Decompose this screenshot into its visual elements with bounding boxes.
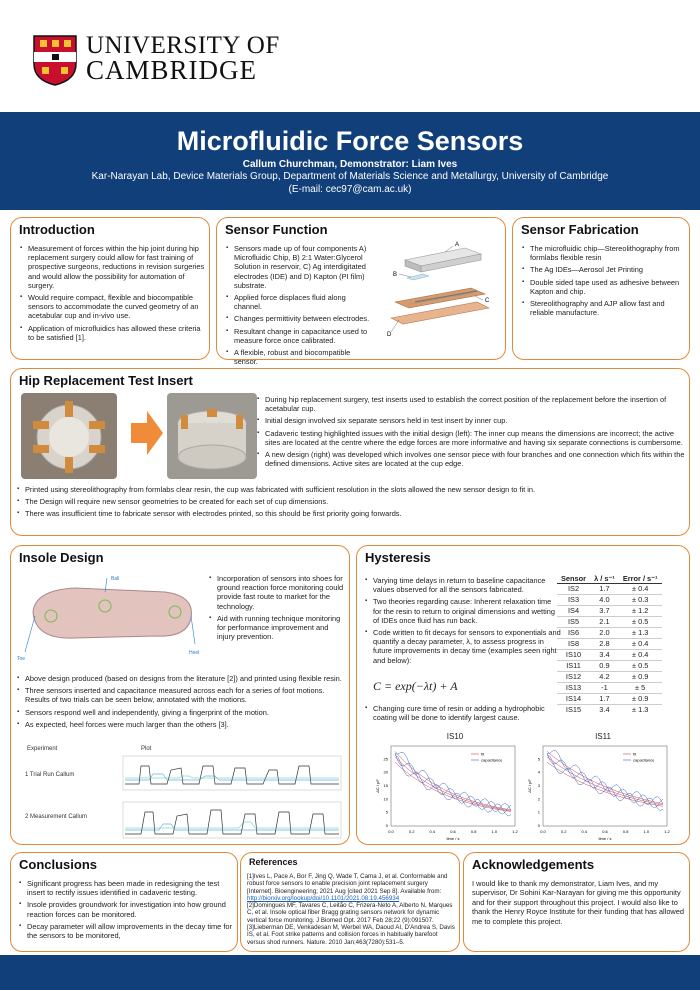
table-cell: IS15: [557, 705, 590, 716]
section-heading: References: [249, 857, 298, 867]
list-item: ▪ Above design produced (based on designs from the literature [2]) and printed using flexible resin.: [17, 674, 345, 683]
column-header: λ / s⁻¹: [590, 574, 619, 584]
table-cell: 4.0: [590, 595, 619, 606]
cambridge-shield-icon: [32, 34, 78, 86]
table-row: [557, 595, 662, 606]
y-tick-label: 3: [537, 783, 540, 788]
reference-2: [2]Domingues MF, Tavares C, Leitão C, Frizera-Neto A, Alberto N, Marques C, et al. Insole optical fiber Bragg grating sensors network for dynamic vertical force monitoring. J Biomed Opt. 2017 Feb 28;22 (9):091507.: [247, 902, 453, 924]
table-cell: 1.7: [590, 584, 619, 595]
table-row: [557, 672, 662, 683]
table-cell: ± 0.3: [619, 595, 662, 606]
y-axis-label: ΔC / pF: [375, 779, 380, 793]
table-body: [557, 584, 662, 716]
x-tick-label: 1.0: [643, 829, 650, 834]
decay-table: [557, 574, 662, 715]
label-ball: Ball: [111, 576, 120, 582]
table-row: [557, 628, 662, 639]
university-wordmark: [86, 32, 280, 85]
table-row: [557, 694, 662, 705]
sensor-exploded-diagram: [385, 240, 503, 348]
reference-3: [3]Lieberman DE, Venkadesan M, Werbel WA, Daoud AI, D'Andrea S, Davis IS, et al. Foot strike patterns and collision forces in habitually barefoot versus shod runners. Nature. 2010 Jan;463(7280):531–5.: [247, 924, 455, 946]
sensor-function-section: [216, 217, 506, 367]
table-row: [557, 683, 662, 694]
label-b: B: [393, 272, 398, 278]
table-cell: IS5: [557, 617, 590, 628]
function-list: [226, 244, 374, 369]
table-cell: IS11: [557, 661, 590, 672]
table-cell: -1: [590, 683, 619, 694]
label-toe: Toe: [17, 656, 26, 662]
y-tick-label: 4: [537, 769, 540, 775]
section-heading: Hysteresis: [365, 550, 431, 565]
conclusions-section: [10, 852, 238, 952]
list-item: ▪ Double sided tape used as adhesive between Kapton and chip.: [522, 278, 686, 296]
table-cell: 3.4: [590, 705, 619, 716]
x-tick-label: 1.2: [512, 829, 518, 834]
insole-design-section: [10, 545, 350, 845]
list-item: ▪ Initial design involved six separate sensors held in test insert by inner cup.: [257, 416, 685, 425]
table-cell: IS6: [557, 628, 590, 639]
list-item: ▪ Would require compact, flexible and biocompatible sensors to accommodate the curved geometry of an acetabular cup and in-vivo use.: [20, 293, 206, 321]
table-row: [557, 650, 662, 661]
x-axis-label: time / s: [446, 836, 460, 841]
decay-plot-IS11: [527, 746, 671, 841]
introduction-section: [10, 217, 210, 360]
initial-insert-photo: [21, 393, 117, 479]
poster-email: (E-mail: cec97@cam.ac.uk): [288, 184, 412, 195]
list-item: ▪ Measurement of forces within the hip joint during hip replacement surgery could allow for fast training of prospective surgeons, reductions in revision surgeries and would allow the possibility for automation of surgery.: [20, 244, 206, 290]
legend-fit: fit: [481, 751, 485, 757]
table-cell: ± 1.2: [619, 606, 662, 617]
list-item: ▪ The microfluidic chip—Stereolithography from formlabs flexible resin: [522, 244, 686, 262]
list-item: ▪ Resultant change in capacitance used to measure force once calibrated.: [226, 327, 374, 345]
hysteresis-list: [365, 576, 561, 668]
plot-title-is10: IS10: [446, 732, 464, 741]
experiment-header: Experiment: [27, 746, 58, 752]
list-item: ▪ Varying time delays in return to baseline capacitance values observed for all the sensors fabricated.: [365, 576, 561, 594]
plot-header: Plot: [141, 746, 152, 752]
table-cell: IS3: [557, 595, 590, 606]
table-row: [557, 606, 662, 617]
decay-plots: [371, 742, 681, 842]
table-cell: ± 0.5: [619, 617, 662, 628]
table-cell: ± 1.3: [619, 705, 662, 716]
table-cell: ± 0.4: [619, 650, 662, 661]
list-item: ▪ Significant progress has been made in redesigning the test insert to rectify issues identified in cadaveric testing.: [19, 879, 233, 897]
x-tick-label: 0.4: [581, 829, 588, 834]
poster-authors: Callum Churchman, Demonstrator: Liam Ives: [242, 159, 458, 170]
table-cell: ± 1.3: [619, 628, 662, 639]
list-item: ▪ As expected, heel forces were much larger than the others [3].: [17, 720, 345, 729]
table-cell: 2.8: [590, 639, 619, 650]
table-cell: ± 0.5: [619, 661, 662, 672]
x-tick-label: 0.6: [450, 829, 456, 834]
list-item: ▪ Application of microfluidics has allowed these criteria to be satisfied [1].: [20, 324, 206, 342]
list-item: ▪ Three sensors inserted and capacitance measured across each for a series of foot motions. Results of two trials can be seen below, annotated with the motions.: [17, 686, 345, 704]
x-tick-label: 0.0: [388, 829, 394, 834]
label-a: A: [455, 242, 460, 248]
x-tick-label: 0.2: [560, 829, 567, 834]
y-tick-label: 2: [537, 796, 540, 802]
section-heading: Insole Design: [19, 550, 104, 565]
list-item: ▪ Aid with running technique monitoring for performance improvement and injury prevention.: [209, 614, 345, 642]
label-c: C: [485, 298, 490, 304]
table-cell: 3.7: [590, 606, 619, 617]
university-logo: [32, 34, 282, 90]
section-heading: Acknowledgements: [472, 857, 595, 872]
list-item: ▪ There was insufficient time to fabricate sensor with electrodes printed, so this should be first priority going forwards.: [17, 509, 685, 518]
section-heading: Hip Replacement Test Insert: [19, 373, 193, 388]
poster-title: Microfluidic Force Sensors: [176, 126, 524, 156]
y-tick-label: 20: [383, 769, 388, 775]
sensor-fabrication-section: [512, 217, 690, 360]
x-tick-label: 0.2: [408, 829, 415, 834]
table-cell: ± 5: [619, 683, 662, 694]
table-cell: IS14: [557, 694, 590, 705]
table-cell: IS2: [557, 584, 590, 595]
x-tick-label: 0.4: [429, 829, 436, 834]
list-item: ▪ Changing cure time of resin or adding a hydrophobic coating will be done to identify largest cause.: [365, 704, 565, 722]
list-item: ▪ Applied force displaces fluid along channel.: [226, 293, 374, 311]
y-tick-label: 5: [537, 756, 540, 762]
list-item: ▪ A flexible, robust and biocompatible sensor.: [226, 348, 374, 366]
table-header-row: [557, 574, 662, 584]
y-tick-label: 10: [383, 796, 388, 802]
intro-list: [20, 244, 206, 345]
hysteresis-list-2: [365, 704, 565, 725]
references-list: [247, 873, 455, 946]
new-insert-photo: [167, 393, 257, 479]
x-tick-label: 0.0: [540, 829, 546, 834]
list-item: ▪ Insole provides groundwork for investigation into how ground reaction forces can be monitored.: [19, 900, 233, 918]
list-item: ▪ Incorporation of sensors into shoes for ground reaction force monitoring could provide fast route to market for the technology.: [209, 574, 345, 611]
foot-motion-plots: [119, 754, 345, 842]
acknowledgements-text: I would like to thank my demonstrator, Liam Ives, and my supervisor, Dr Sohini Kar-Narayan for giving me this opportunity and for their support throughout this project. I would also like to thank the Henry Royce Institute for their funding that has allowed me to complete this project.: [472, 879, 684, 926]
reference-1: [247, 873, 455, 902]
y-tick-label: 25: [383, 756, 388, 762]
table-cell: ± 0.4: [619, 639, 662, 650]
table-row: [557, 639, 662, 650]
legend-fit: fit: [633, 751, 637, 757]
table-cell: 2.0: [590, 628, 619, 639]
poster-affiliation: Kar-Narayan Lab, Device Materials Group, Department of Materials Science and Metallurgy, University of Cambridge: [91, 171, 609, 182]
arrow-right-icon: [131, 411, 163, 455]
list-item: ▪ Changes permittivity between electrodes.: [226, 314, 374, 323]
trial-1-label: 1 Trial Run Callum: [25, 772, 75, 778]
title-banner: [0, 112, 700, 210]
table-cell: IS4: [557, 606, 590, 617]
table-cell: IS8: [557, 639, 590, 650]
table-cell: 4.2: [590, 672, 619, 683]
footer-bar: [0, 955, 700, 990]
list-item: ▪ Code written to fit decays for sensors to exponentials and quantify a decay parameter, λ, to assess progress in future improvements in decay time (examples seen right and below):: [365, 628, 561, 665]
references-section: [240, 852, 460, 952]
table-cell: 1.7: [590, 694, 619, 705]
x-axis-label: time / s: [598, 836, 612, 841]
conclusions-list: [19, 879, 233, 943]
table-cell: 2.1: [590, 617, 619, 628]
list-item: ▪ During hip replacement surgery, test inserts used to establish the correct position of the replacement before the insertion of acetabular cup.: [257, 395, 685, 413]
table-cell: IS12: [557, 672, 590, 683]
section-heading: Sensor Function: [225, 222, 328, 237]
trial-2-label: 2 Measurement Callum: [25, 814, 88, 820]
column-header: Error / s⁻¹: [619, 574, 662, 584]
x-tick-label: 0.8: [622, 829, 629, 834]
table-cell: ± 0.4: [619, 584, 662, 595]
hip-list-bottom: [17, 485, 685, 522]
table-cell: IS13: [557, 683, 590, 694]
decay-plot-IS10: [375, 746, 519, 841]
hip-list-right: [257, 395, 685, 471]
list-item: ▪ Printed using stereolithography from formlabs clear resin, the cup was fabricated with sufficient resolution in the slots allowed the new sensor design to fit in.: [17, 485, 685, 494]
table-cell: 3.4: [590, 650, 619, 661]
table-cell: ± 0.9: [619, 672, 662, 683]
insole-diagram: [15, 572, 205, 668]
x-tick-label: 1.0: [491, 829, 498, 834]
list-item: ▪ Cadaveric testing highlighted issues with the initial design (left): The inner cup means the dimensions are incorrect; the active sites are located at the centre where the edge forces are more informative and having six separate connections is cumbersome.: [257, 429, 685, 447]
y-tick-label: 15: [383, 783, 388, 788]
table-row: [557, 584, 662, 595]
list-item: ▪ Sensors respond well and independently, giving a fingerprint of the motion.: [17, 708, 345, 717]
list-item: ▪ Two theories regarding cause: Inherent relaxation time for the resin to return to original dimensions and wetting of IDEs once fluid has run back.: [365, 597, 561, 625]
x-tick-label: 0.6: [602, 829, 608, 834]
insole-list: [17, 674, 345, 732]
y-tick-label: 0: [385, 823, 388, 828]
x-tick-label: 1.2: [664, 829, 670, 834]
plot-title-is11: IS11: [595, 732, 611, 741]
label-heel: Heel: [189, 650, 200, 656]
list-item: ▪ Stereolithography and AJP allow fast and reliable manufacture.: [522, 299, 686, 317]
y-tick-label: 0: [537, 823, 540, 828]
y-tick-label: 1: [537, 809, 540, 815]
y-tick-label: 5: [385, 809, 388, 815]
reference-1-text: [1]Ives L, Pace A, Bor F, Jing Q, Wade T, Cama J, et al. Conformable and robust force sensors to enable precision joint replacement surgery [Internet]. Bioengineering; 2021 Aug [cited 2021 Sep 8]. Available from:: [247, 873, 448, 895]
table-row: [557, 617, 662, 628]
list-item: ▪ The Ag IDEs—Aerosol Jet Printing: [522, 265, 686, 274]
list-item: ▪ Decay parameter will allow improvements in the decay time for the sensors to be monitored,: [19, 922, 233, 940]
hysteresis-section: [356, 545, 690, 845]
wordmark-line2: CAMBRIDGE: [86, 55, 258, 85]
table-cell: 0.9: [590, 661, 619, 672]
fabrication-list: [522, 244, 686, 320]
table-row: [557, 705, 662, 716]
list-item: ▪ Sensors made up of four components A) Microfluidic Chip, B) 2:1 Water:Glycerol Solution in reservoir, C) Ag interdigitated electrodes (IDE) and D) Kapton (PI film) substrate.: [226, 244, 374, 290]
x-tick-label: 0.8: [470, 829, 477, 834]
list-item: ▪ A new design (right) was developed which involves one sensor piece with four branches and one connection which fits within the defined dimensions. Active sites are located at the cup edge.: [257, 450, 685, 468]
table-cell: IS10: [557, 650, 590, 661]
section-heading: Sensor Fabrication: [521, 222, 639, 237]
column-header: Sensor: [557, 574, 590, 584]
decay-equation: C = exp(−λt) + A: [373, 679, 458, 693]
reference-1-link[interactable]: http://biorxiv.org/lookup/doi/10.1101/2021.08.19.456934: [247, 894, 400, 902]
section-heading: Introduction: [19, 222, 95, 237]
legend-capacitance: capacitance: [633, 757, 655, 763]
table-cell: ± 0.9: [619, 694, 662, 705]
insole-list-right: [209, 574, 345, 644]
hip-replacement-section: [10, 368, 690, 536]
y-axis-label: ΔC / pF: [527, 779, 532, 793]
wordmark-line1: UNIVERSITY OF: [86, 32, 280, 59]
table-row: [557, 661, 662, 672]
section-heading: Conclusions: [19, 857, 98, 872]
legend-capacitance: capacitance: [481, 757, 503, 763]
label-d: D: [387, 332, 392, 338]
list-item: ▪ The Design will require new sensor geometries to be created for each set of cup dimensions.: [17, 497, 685, 506]
acknowledgements-section: [463, 852, 690, 952]
